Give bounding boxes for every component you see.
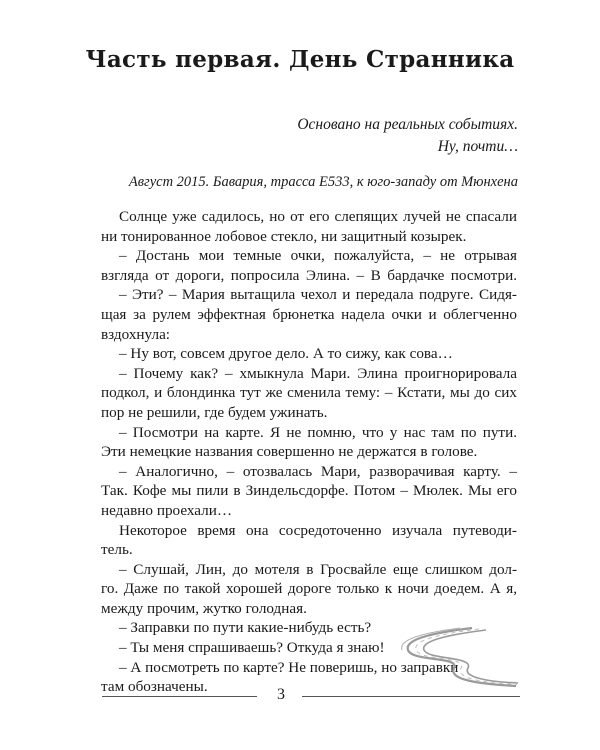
body-text bbox=[101, 207, 517, 697]
footer-rule bbox=[102, 696, 257, 697]
text-line: – Ну вот, совсем другое дело. А то сижу, как сова… bbox=[119, 345, 453, 363]
text-line: – Почему как? – хмыкнула Мари. Элина проигнорировала bbox=[119, 364, 517, 382]
text-line: вздохнула: bbox=[101, 325, 171, 343]
text-line: – Достань мои темные очки, пожалуйста, – не отрывая bbox=[119, 247, 517, 265]
text-line: недавно проехали… bbox=[101, 501, 233, 519]
chapter-title: Часть первая. День Странника bbox=[85, 46, 515, 73]
epigraph-line: Основано на реальных событиях. bbox=[297, 116, 518, 133]
text-line: подкол, и блондинка тут же сменила тему: – Кстати, мы до сих bbox=[101, 384, 517, 402]
footer-rule bbox=[302, 696, 520, 697]
epigraph bbox=[297, 114, 518, 158]
text-line: Эти немецкие названия совершенно не держатся в голове. bbox=[101, 443, 478, 461]
text-line: – Эти? – Мария вытащила чехол и передала подруге. Сидя- bbox=[119, 286, 517, 304]
text-line: тель. bbox=[101, 541, 133, 559]
text-line: – Ты меня спрашиваешь? Откуда я знаю! bbox=[119, 639, 385, 657]
text-line: там обозначены. bbox=[101, 678, 208, 696]
text-line: между прочим, жутко голодная. bbox=[101, 599, 307, 617]
text-line: щая за рулем эффектная брюнетка надела очки и облегченно bbox=[101, 305, 517, 323]
text-line: – Аналогично, – отозвалась Мари, разворачивая карту. – bbox=[119, 462, 517, 480]
text-line: – А посмотреть по карте? Не поверишь, но заправки bbox=[119, 658, 459, 676]
text-line: Некоторое время она сосредоточенно изучала путеводи- bbox=[119, 521, 517, 539]
text-line: пор не решили, где будем ужинать. bbox=[101, 403, 328, 421]
text-line: – Заправки по пути какие-нибудь есть? bbox=[119, 619, 372, 637]
text-line: – Посмотри на карте. Я не помню, что у нас там по пути. bbox=[119, 423, 517, 441]
text-line: го. Даже по такой хорошей дороге только к ночи доедем. А я, bbox=[101, 580, 517, 598]
text-line: Солнце уже садилось, но от его слепящих лучей не спасали bbox=[119, 208, 517, 225]
text-line: – Слушай, Лин, до мотеля в Гросвайле еще слишком дол- bbox=[119, 560, 517, 578]
page-number: 3 bbox=[277, 686, 285, 703]
winding-road-icon bbox=[400, 626, 520, 688]
dateline: Август 2015. Бавария, трасса E533, к юго-западу от Мюнхена bbox=[128, 174, 518, 190]
text-line: взгляда от дороги, попросила Элина. – В бардачке посмотри. bbox=[101, 266, 517, 284]
text-line: ни тонированное лобовое стекло, ни защитный козырек. bbox=[101, 227, 467, 245]
text-line: Так. Кофе мы пили в Зиндельсдорфе. Потом – Мюлек. Мы его bbox=[101, 482, 517, 500]
epigraph-line: Ну, почти… bbox=[437, 138, 518, 155]
